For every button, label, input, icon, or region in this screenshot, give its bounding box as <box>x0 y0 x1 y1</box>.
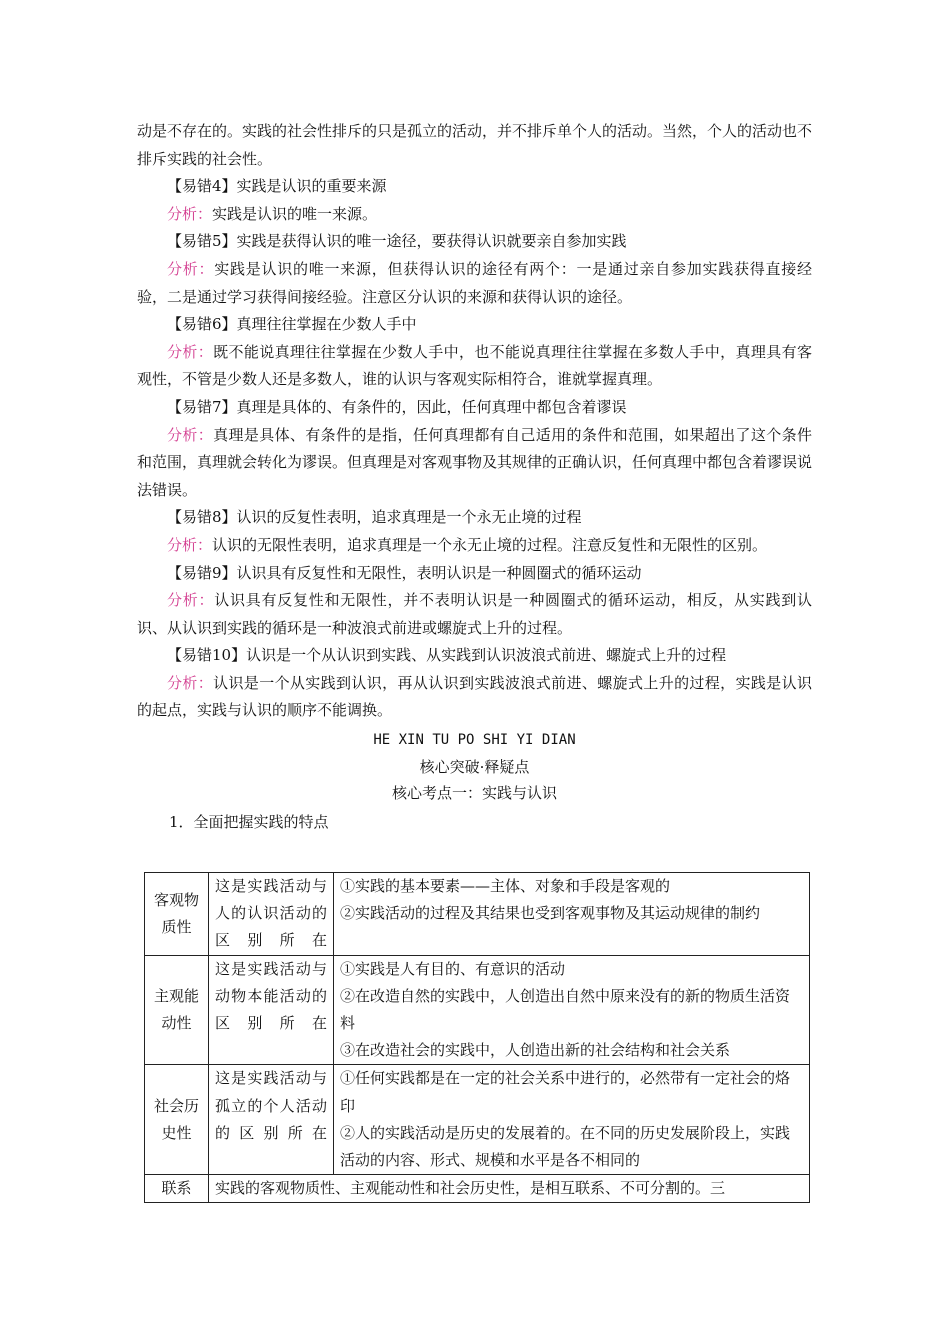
analysis-10: 分析：认识是一个从实践到认识，再从认识到实践波浪式前进、螺旋式上升的过程，实践是认识的起点，实践与认识的顺序不能调换。 <box>137 673 812 720</box>
error-item-7: 【易错7】真理是具体的、有条件的，因此，任何真理中都包含着谬误 <box>167 397 627 416</box>
analysis-7: 分析：真理是具体、有条件的是指，任何真理都有自己适用的条件和范围，如果超出了这个条件和范围，真理就会转化为谬误。但真理是对客观事物及其规律的正确认识，任何真理中都包含着谬误说法错误。 <box>137 425 813 499</box>
paragraph-continuation: 动是不存在的。实践的社会性排斥的只是孤立的活动，并不排斥单个人的活动。当然，个人的活动也不排斥实践的社会性。 <box>137 122 813 168</box>
error-item-4: 【易错4】实践是认识的重要来源 <box>167 177 387 196</box>
practice-features-table <box>144 872 810 1203</box>
link-name: 联系 <box>145 1175 209 1203</box>
analysis-6: 分析：既不能说真理往往掌握在少数人手中，也不能说真理往往掌握在多数人手中，真理具有客观性，不管是少数人还是多数人，谁的认识与客观实际相符合，谁就掌握真理。 <box>137 342 812 389</box>
link-text: 实践的客观物质性、主观能动性和社会历史性，是相互联系、不可分割的。三 <box>209 1175 810 1203</box>
document-body <box>137 118 812 835</box>
feature-desc: 这是实践活动与孤立的个人活动的区别所在 <box>209 1065 334 1175</box>
feature-desc: 这是实践活动与动物本能活动的区别所在 <box>209 955 334 1065</box>
table-row <box>145 955 810 1065</box>
table-row <box>145 873 810 956</box>
error-item-5: 【易错5】实践是获得认识的唯一途径，要获得认识就要亲自参加实践 <box>167 232 627 251</box>
table-row <box>145 1175 810 1203</box>
error-item-9: 【易错9】认识具有反复性和无限性，表明认识是一种圆圈式的循环运动 <box>167 563 642 582</box>
section-title: 核心突破·释疑点 <box>419 757 530 776</box>
item-heading: 1．全面把握实践的特点 <box>169 812 329 831</box>
table-row <box>145 1065 810 1175</box>
section-pinyin: HE XIN TU PO SHI YI DIAN <box>373 732 576 749</box>
feature-name: 社会历史性 <box>145 1065 209 1175</box>
feature-desc: 这是实践活动与人的认识活动的区别所在 <box>209 873 334 956</box>
analysis-4: 分析：实践是认识的唯一来源。 <box>167 204 378 223</box>
error-item-6: 【易错6】真理往往掌握在少数人手中 <box>167 315 417 334</box>
feature-points: ①任何实践都是在一定的社会关系中进行的，必然带有一定社会的烙印 ②人的实践活动是历史的发展着的。在不同的历史发展阶段上，实践活动的内容、形式、规模和水平是各不相同的 <box>334 1065 810 1175</box>
feature-points: ①实践是人有目的、有意识的活动 ②在改造自然的实践中，人创造出自然中原来没有的新的物质生活资料 ③在改造社会的实践中，人创造出新的社会结构和社会关系 <box>334 955 810 1065</box>
analysis-5: 分析：实践是认识的唯一来源，但获得认识的途径有两个：一是通过亲自参加实践获得直接经验，二是通过学习获得间接经验。注意区分认识的来源和获得认识的途径。 <box>137 259 812 306</box>
feature-name: 客观物质性 <box>145 873 209 956</box>
error-item-8: 【易错8】认识的反复性表明，追求真理是一个永无止境的过程 <box>167 508 582 527</box>
topic-title: 核心考点一：实践与认识 <box>391 784 557 803</box>
analysis-8: 分析：认识的无限性表明，追求真理是一个永无止境的过程。注意反复性和无限性的区别。 <box>167 535 768 554</box>
feature-name: 主观能动性 <box>145 955 209 1065</box>
error-item-10: 【易错10】认识是一个从认识到实践、从实践到认识波浪式前进、螺旋式上升的过程 <box>167 646 727 665</box>
analysis-9: 分析：认识具有反复性和无限性，并不表明认识是一种圆圈式的循环运动，相反，从实践到认识、从认识到实践的循环是一种波浪式前进或螺旋式上升的过程。 <box>137 591 812 637</box>
feature-points: ①实践的基本要素——主体、对象和手段是客观的 ②实践活动的过程及其结果也受到客观事物及其运动规律的制约 <box>334 873 810 956</box>
